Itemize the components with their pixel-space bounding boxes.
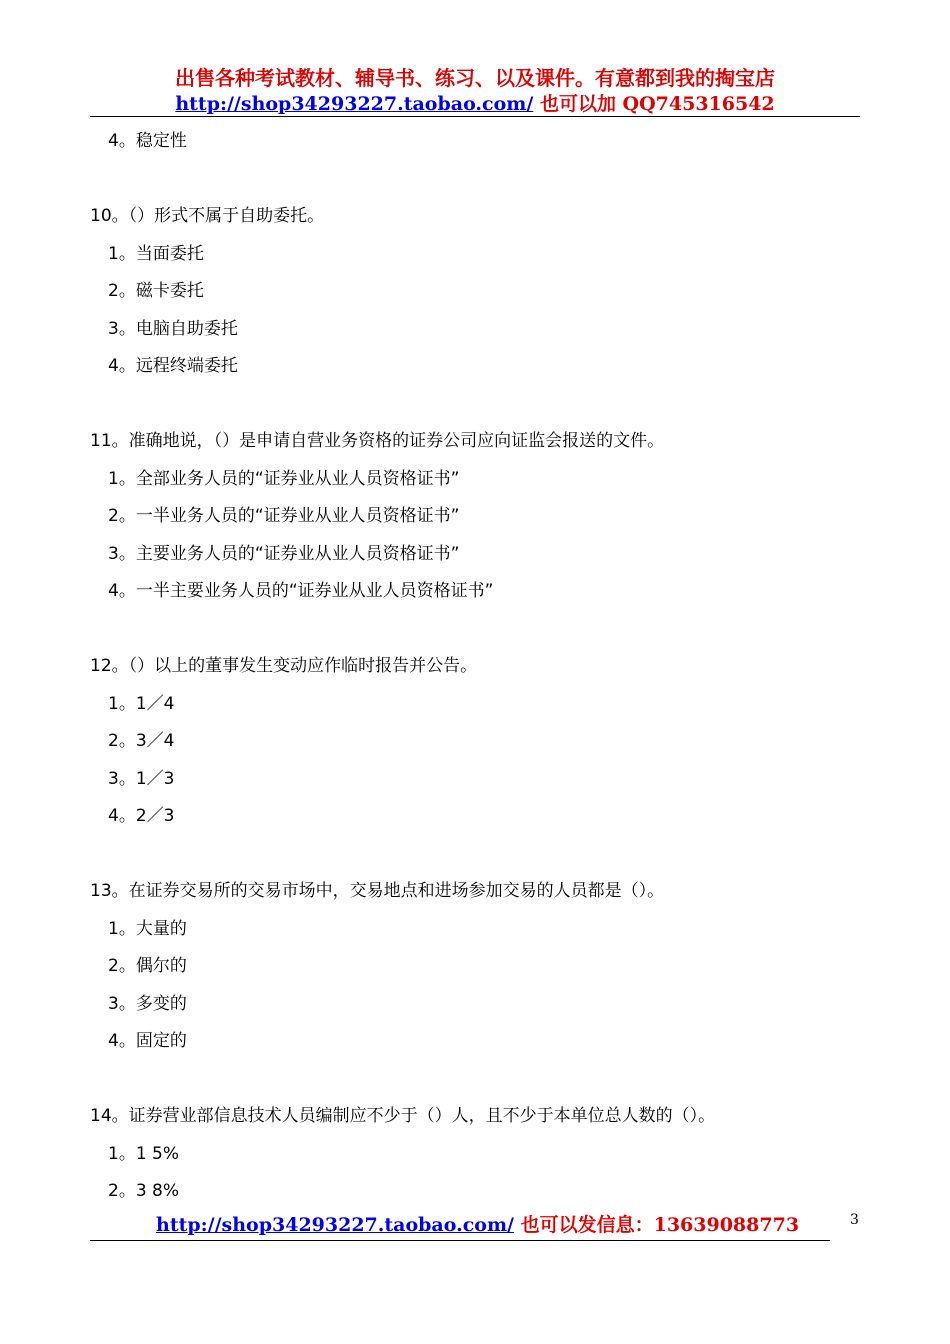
question-14-stem: 14。证券营业部信息技术人员编制应不少于（）人，且不少于本单位总人数的（）。 <box>90 1106 716 1126</box>
header-qq: 也可以加 QQ745316542 <box>533 93 775 115</box>
question-10-option-2: 2。磁卡委托 <box>108 281 204 301</box>
header-divider <box>90 116 860 117</box>
question-10-stem: 10。（）形式不属于自助委托。 <box>90 206 325 226</box>
question-12-stem: 12。（）以上的董事发生变动应作临时报告并公告。 <box>90 656 478 676</box>
question-11-option-4: 4。一半主要业务人员的“证券业从业人员资格证书” <box>108 581 494 601</box>
question-11-stem: 11。准确地说，（）是申请自营业务资格的证券公司应向证监会报送的文件。 <box>90 431 665 451</box>
question-14-option-1: 1。1 5% <box>108 1143 180 1164</box>
question-11-option-3: 3。主要业务人员的“证券业从业人员资格证书” <box>108 543 460 564</box>
footer-divider <box>90 1240 830 1241</box>
q9-option-4: 4。稳定性 <box>108 131 187 151</box>
question-10-option-1: 1。当面委托 <box>108 243 204 264</box>
question-10-option-4: 4。远程终端委托 <box>108 356 238 376</box>
question-11-option-2: 2。一半业务人员的“证券业从业人员资格证书” <box>108 506 460 526</box>
question-list <box>90 128 860 1216</box>
question-12-option-3: 3。1／3 <box>108 768 175 789</box>
question-12-option-2: 2。3／4 <box>108 731 175 751</box>
footer-shop-link[interactable]: http://shop34293227.taobao.com/ <box>156 1214 514 1236</box>
footer-sms-contact: 也可以发信息：13639088773 <box>514 1214 800 1236</box>
question-13-option-3: 3。多变的 <box>108 993 187 1014</box>
question-13-option-4: 4。固定的 <box>108 1031 187 1051</box>
question-10-option-3: 3。电脑自助委托 <box>108 318 238 339</box>
question-12-option-4: 4。2／3 <box>108 806 175 826</box>
question-12-option-1: 1。1／4 <box>108 693 175 714</box>
question-13-option-2: 2。偶尔的 <box>108 956 187 976</box>
page-header <box>90 64 860 116</box>
question-14-option-2: 2。3 8% <box>108 1181 180 1201</box>
question-11-option-1: 1。全部业务人员的“证券业从业人员资格证书” <box>108 468 460 489</box>
page-number: 3 <box>850 1212 859 1228</box>
question-13-stem: 13。在证券交易所的交易市场中，交易地点和进场参加交易的人员都是（）。 <box>90 881 665 901</box>
header-shop-link[interactable]: http://shop34293227.taobao.com/ <box>175 93 534 115</box>
page-footer <box>156 1212 799 1238</box>
question-13-option-1: 1。大量的 <box>108 918 187 939</box>
header-advert: 出售各种考试教材、辅导书、练习、以及课件。有意都到我的掏宝店 <box>175 66 775 90</box>
header-contact-line <box>90 92 860 116</box>
